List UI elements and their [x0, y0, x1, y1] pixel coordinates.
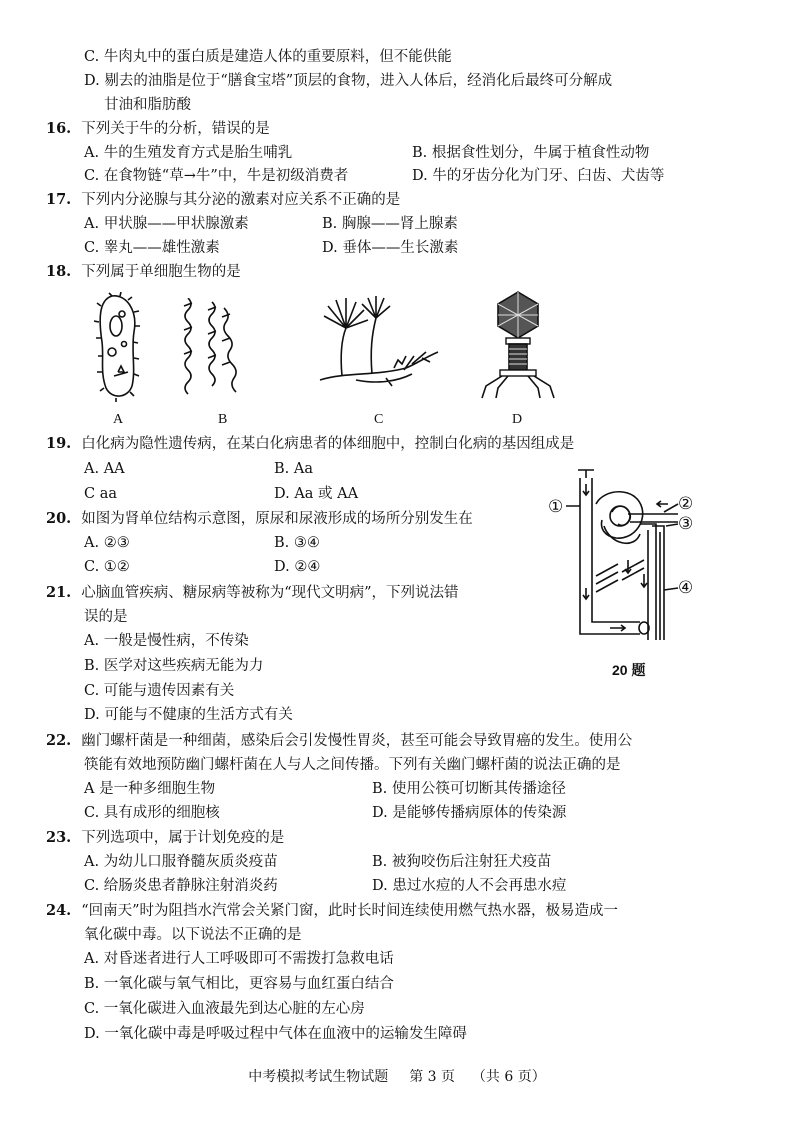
- q20-option-d: D. ②④: [274, 559, 321, 575]
- q19-option-a: A. AA: [84, 461, 125, 477]
- q23-stem: 下列选项中，属于计划免疫的是: [81, 830, 285, 846]
- q22-stem-line1: 幽门螺杆菌是一种细菌，感染后会引发慢性胃炎，甚至可能会导致胃癌的发生。使用公: [81, 733, 633, 749]
- figure-caption: 20 题: [612, 662, 646, 678]
- q16-number: 16.: [46, 120, 72, 137]
- q20-option-a: A. ②③: [84, 535, 130, 551]
- q24-stem-row: [46, 901, 618, 921]
- q22-option-b: B. 使用公筷可切断其传播途径: [372, 781, 566, 797]
- q22-option-c: C. 具有成形的细胞核: [84, 805, 220, 821]
- q22-option-a: A 是一种多细胞生物: [84, 781, 216, 797]
- q16-option-c: C. 在食物链“草→牛”中，牛是初级消费者: [84, 168, 349, 184]
- q21-option-c: C. 可能与遗传因素有关: [84, 683, 235, 699]
- nephron-diagram: [540, 464, 710, 652]
- q17-number: 17.: [46, 191, 72, 208]
- q19-option-c: C aa: [84, 486, 117, 502]
- q24-option-c: C. 一氧化碳进入血液最先到达心脏的左心房: [84, 1001, 365, 1017]
- q18-label-a: A: [113, 412, 124, 427]
- q21-option-d: D. 可能与不健康的生活方式有关: [84, 707, 293, 723]
- q21-stem-row: [46, 583, 459, 603]
- q17-stem: 下列内分泌腺与其分泌的激素对应关系不正确的是: [81, 192, 401, 208]
- q18-stem: 下列属于单细胞生物的是: [81, 264, 241, 280]
- q20-stem-row: [46, 509, 473, 529]
- q15-option-c: C. 牛肉丸中的蛋白质是建造人体的重要原料，但不能供能: [84, 49, 452, 65]
- q23-option-a: A. 为幼儿口服脊髓灰质炎疫苗: [84, 854, 278, 870]
- q18-label-d: D: [512, 412, 523, 427]
- q23-stem-row: [46, 828, 284, 848]
- q21-option-b: B. 医学对这些疾病无能为力: [84, 658, 264, 674]
- q22-stem-row: [46, 731, 632, 751]
- q18-stem-row: [46, 262, 241, 282]
- q15-option-d-line1: D. 剔去的油脂是位于“膳食宝塔”顶层的食物，进入人体后，经消化后最终可分解成: [84, 73, 613, 89]
- footer-total: （共 6 页）: [471, 1069, 546, 1085]
- q24-stem-line2: 氧化碳中毒。以下说法不正确的是: [84, 927, 302, 943]
- q20-number: 20.: [46, 510, 72, 527]
- mushroom-fungus-icon: [316, 294, 446, 394]
- q21-stem-line2: 误的是: [84, 609, 128, 625]
- q19-stem-row: [46, 434, 574, 454]
- q17-option-b: B. 胸腺——肾上腺素: [322, 216, 458, 232]
- q18-label-b: B: [218, 412, 228, 427]
- q24-option-a: A. 对昏迷者进行人工呼吸即可不需拨打急救电话: [84, 951, 394, 967]
- q19-number: 19.: [46, 435, 72, 452]
- q16-option-d: D. 牛的牙齿分化为门牙、臼齿、犬齿等: [412, 168, 665, 184]
- q22-number: 22.: [46, 732, 72, 749]
- q19-option-b: B. Aa: [274, 461, 313, 477]
- q16-option-a: A. 牛的生殖发育方式是胎生哺乳: [84, 145, 293, 161]
- q20-option-b: B. ③④: [274, 535, 320, 551]
- q23-option-c: C. 给肠炎患者静脉注射消炎药: [84, 878, 278, 894]
- q24-option-b: B. 一氧化碳与氧气相比，更容易与血红蛋白结合: [84, 976, 394, 992]
- q17-stem-row: [46, 190, 400, 210]
- q15-option-d-line2: 甘油和脂肪酸: [104, 97, 191, 113]
- figure-label-2: ②: [678, 494, 694, 513]
- q21-stem-line1: 心脑血管疾病、糖尿病等被称为“现代文明病”，下列说法错: [81, 585, 459, 601]
- q17-option-c: C. 睾丸——雄性激素: [84, 240, 220, 256]
- page-footer: [0, 1066, 794, 1086]
- paramecium-icon: [94, 292, 144, 402]
- q22-option-d: D. 是能够传播病原体的传染源: [372, 805, 567, 821]
- q17-option-a: A. 甲状腺——甲状腺激素: [84, 216, 249, 232]
- q21-option-a: A. 一般是慢性病，不传染: [84, 633, 249, 649]
- q24-stem-line1: “回南天”时为阻挡水汽常会关紧门窗，此时长时间连续使用燃气热水器，极易造成一: [81, 903, 619, 919]
- q21-number: 21.: [46, 584, 72, 601]
- q16-stem: 下列关于牛的分析，错误的是: [81, 121, 270, 137]
- spirogyra-icon: [178, 298, 248, 398]
- q22-stem-line2: 筷能有效地预防幽门螺杆菌在人与人之间传播。下列有关幽门螺杆菌的说法正确的是: [84, 757, 621, 773]
- footer-page: 第 3 页: [409, 1069, 455, 1085]
- footer-title: 中考模拟考试生物试题: [248, 1069, 389, 1085]
- q16-stem-row: [46, 119, 270, 139]
- bacteriophage-icon: [476, 290, 560, 400]
- q19-stem: 白化病为隐性遗传病，在某白化病患者的体细胞中，控制白化病的基因组成是: [81, 436, 575, 452]
- figure-label-3: ③: [678, 514, 694, 533]
- q24-option-d: D. 一氧化碳中毒是呼吸过程中气体在血液中的运输发生障碍: [84, 1026, 467, 1042]
- q18-number: 18.: [46, 263, 72, 280]
- q18-label-c: C: [374, 412, 384, 427]
- q20-stem: 如图为肾单位结构示意图，原尿和尿液形成的场所分别发生在: [81, 511, 473, 527]
- q19-option-d: D. Aa 或 AA: [274, 486, 359, 502]
- q23-option-d: D. 患过水痘的人不会再患水痘: [372, 878, 567, 894]
- q16-option-b: B. 根据食性划分，牛属于植食性动物: [412, 145, 650, 161]
- q20-option-c: C. ①②: [84, 559, 130, 575]
- q17-option-d: D. 垂体——生长激素: [322, 240, 459, 256]
- q23-option-b: B. 被狗咬伤后注射狂犬疫苗: [372, 854, 552, 870]
- figure-label-4: ④: [678, 578, 694, 597]
- figure-label-1: ①: [548, 497, 564, 516]
- q23-number: 23.: [46, 829, 72, 846]
- q24-number: 24.: [46, 902, 72, 919]
